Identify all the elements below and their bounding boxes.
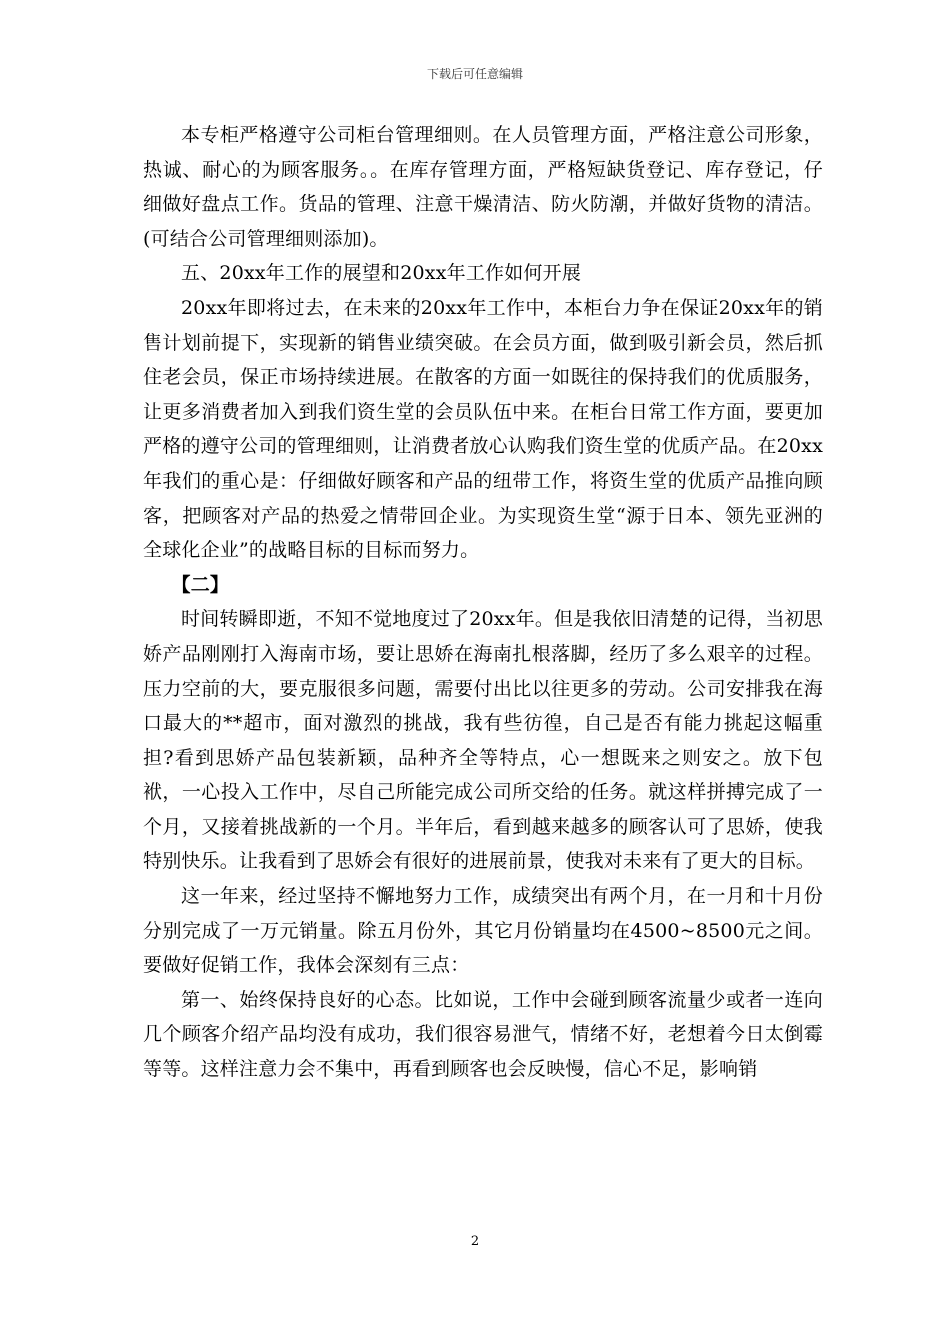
paragraph-sales-results: 这一年来，经过坚持不懈地努力工作，成绩突出有两个月，在一月和十月份分别完成了一万元销量。除五月份外，其它月份销量均在4500~8500元之间。要做好促销工作，我体会深刻有三点：: [143, 885, 823, 977]
page-header: 下载后可任意编辑: [426, 67, 523, 81]
paragraph-outlook: 20xx年即将过去，在未来的20xx年工作中，本柜台力争在保证20xx年的销售计划前提下，实现新的销售业绩突破。在会员方面，做到吸引新会员，然后抓住老会员，保正市场持续进展。在散客的方面一如既往的保持我们的优质服务，让更多消费者加入到我们资生堂的会员队伍中来。在柜台日常工作方面，要更加严格的遵守公司的管理细则，让消费者放心认购我们资生堂的优质产品。在20xx年我们的重心是：仔细做好顾客和产品的纽带工作，将资生堂的优质产品推向顾客，把顾客对产品的热爱之情带回企业。为实现资生堂“源于日本、领先亚洲的全球化企业”的战略目标的目标而努力。: [143, 296, 824, 562]
paragraph-first-point: 第一、始终保持良好的心态。比如说，工作中会碰到顾客流量少或者一连向几个顾客介绍产品均没有成功，我们很容易泄气，情绪不好，老想着今日太倒霉等等。这样注意力会不集中，再看到顾客也会反映慢，信心不足，影响销: [143, 988, 823, 1081]
paragraph-time-passes: 时间转瞬即逝，不知不觉地度过了20xx年。但是我依旧清楚的记得，当初思娇产品刚刚打入海南市场，要让思娇在海南扎根落脚，经历了多么艰辛的过程。压力空前的大，要克服很多问题，需要付出比以往更多的劳动。公司安排我在海口最大的**超市，面对激烈的挑战，我有些彷徨，自己是否有能力挑起这幅重担?看到思娇产品包装新颖，品种齐全等特点，心一想既来之则安之。放下包袱，一心投入工作中，尽自己所能完成公司所交给的任务。就这样拼搏完成了一个月，又接着挑战新的一个月。半年后，看到越来越多的顾客认可了思娇，使我特别快乐。让我看到了思娇会有很好的进展前景，使我对未来有了更大的目标。: [143, 608, 823, 873]
section-heading-two: 【二】: [171, 573, 230, 596]
paragraph-counter-management: 本专柜严格遵守公司柜台管理细则。在人员管理方面，严格注意公司形象，热诚、耐心的为顾客服务。。在库存管理方面，严格短缺货登记、库存登记，仔细做好盘点工作。货品的管理、注意干燥清洁、防火防潮，并做好货物的清洁。(可结合公司管理细则添加)。: [143, 124, 823, 250]
document-body: [143, 118, 823, 1087]
paragraph-section-five-title: 五、20xx年工作的展望和20xx年工作如何开展: [181, 262, 582, 285]
page-number: 2: [470, 1234, 480, 1249]
